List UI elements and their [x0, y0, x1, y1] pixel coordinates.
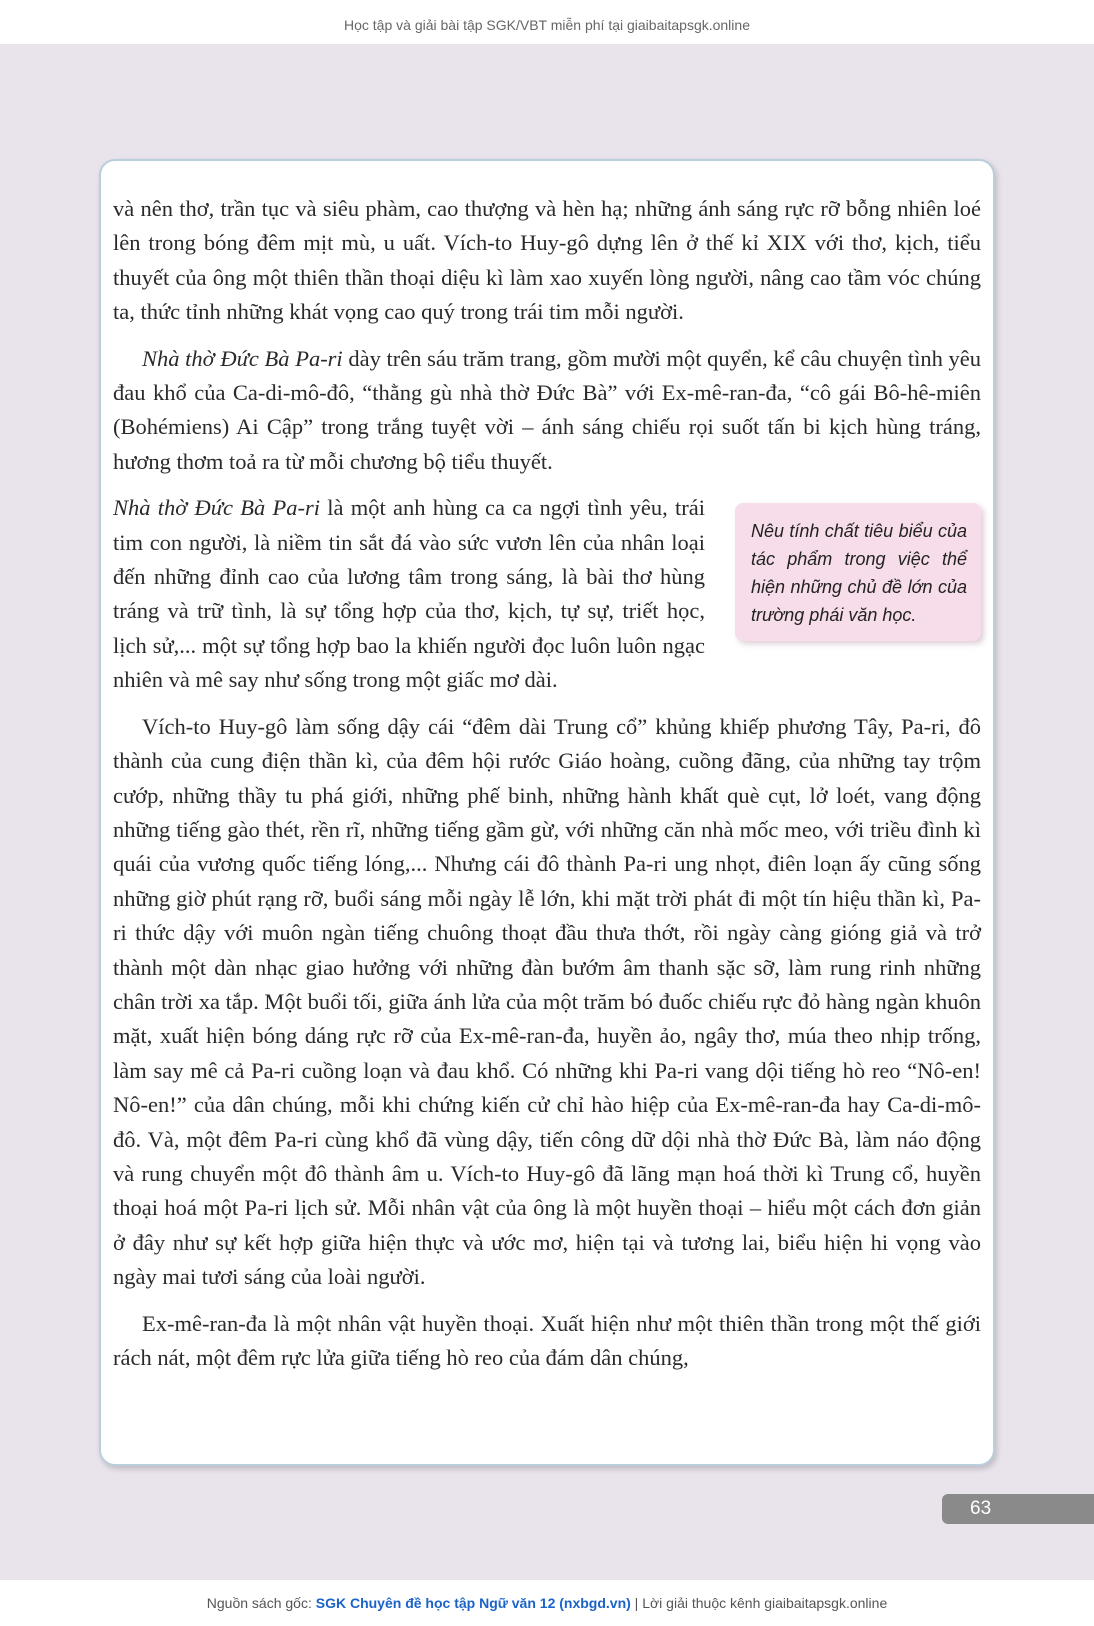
book-title-2: Nhà thờ Đức Bà Pa-ri [113, 495, 321, 521]
bottom-banner [0, 1580, 1094, 1626]
paragraph-2-part-1: dày trên sáu trăm trang, gồm mười một quyển, kể câu chuyện tình yêu đau khổ của Ca-di-mô-đô, “thằng gù nhà thờ Đức Bà” với Ex-mê-ran-đa, “cô gái Bô-hê-miên (Bohémiens) Ai Cập” trong trắng tuyệt vời – ánh sáng chiếu rọi suốt tấn bi kịch hùng tráng, hương thơm toả ra từ mỗi chương bộ tiểu thuyết. [113, 345, 982, 474]
footer-prefix: Nguồn sách gốc: [206, 1595, 316, 1611]
top-banner [0, 0, 1094, 44]
paragraph-1: và nên thơ, trần tục và siêu phàm, cao thượng và hèn hạ; những ánh sáng rực rỡ bỗng nhiên loé lên trong bóng đêm mịt mù, u uất. Vích-to Huy-gô dựng lên ở thế kỉ XIX với thơ, kịch, tiểu thuyết của ông một thiên thần thoại diệu kì làm xao xuyến lòng người, nâng cao tầm vóc chúng ta, thức tỉnh những khát vọng cao quý trong trái tim mỗi người. [113, 196, 981, 325]
paragraph-2 [113, 342, 981, 480]
top-banner-text: Học tập và giải bài tập SGK/VBT miễn phí tại giaibaitapsgk.online [344, 17, 750, 33]
source-link[interactable]: SGK Chuyên đề học tập Ngữ văn 12 (nxbgd.vn) [315, 1595, 631, 1611]
paragraph-3: Vích-to Huy-gô làm sống dậy cái “đêm dài Trung cổ” khủng khiếp phương Tây, Pa-ri, đô thành của cung điện thần kì, của đêm hội rước Giáo hoàng, cuồng đãng, của những tay trộm cướp, những thầy tu phá giới, những phế binh, những hành khất què cụt, lở loét, vang động những tiếng gào thét, rền rĩ, những tiếng gầm gừ, với những căn nhà mốc meo, với triều đình kì quái của vương quốc tiếng lóng,... Nhưng cái đô thành Pa-ri ung nhọt, điên loạn ấy cũng sống những giờ phút rạng rỡ, buổi sáng mỗi ngày lễ lớn, khi mặt trời phát đi một tín hiệu thần kì, Pa-ri thức dậy với muôn ngàn tiếng chuông thoạt đầu thưa thớt, rồi ngày càng gióng giả và trở thành một dàn nhạc giao hưởng với những đàn bướm âm thanh sặc sỡ, làm rung rinh những chân trời xa tắp. Một buổi tối, giữa ánh lửa của một trăm bó đuốc chiếu rực đỏ hàng ngàn khuôn mặt, xuất hiện bóng dáng rực rỡ của Ex-mê-ran-đa, huyền ảo, ngây thơ, múa theo nhịp trống, làm say mê cả Pa-ri cuồng loạn và đau khổ. Có những khi Pa-ri vang dội tiếng hò reo “Nô-en! Nô-en!” của dân chúng, mỗi khi chứng kiến cử chỉ hào hiệp của Ex-mê-ran-đa hay Ca-di-mô-đô. Và, một đêm Pa-ri cùng khổ đã vùng dậy, tiến công dữ dội nhà thờ Đức Bà, làm náo động và rung chuyển một đô thành âm u. Vích-to Huy-gô đã lãng mạn hoá thời kì Trung cổ, huyền thoại hoá một Pa-ri lịch sử. Mỗi nhân vật của ông là một huyền thoại – hiểu một cách đơn giản ở đây như sự kết hợp giữa hiện thực và ước mơ, hiện tại và tương lai, biểu hiện hi vọng vào ngày mai tươi sáng của loài người. [113, 713, 981, 1290]
article-body [113, 192, 981, 1387]
paragraph-2-part-2: là một anh hùng ca ca ngợi tình yêu, trái tim con người, là niềm tin sắt đá vào sức vươn lên của nhân loại đến những đỉnh cao của lương tâm trong sáng, là bài thơ hùng tráng và trữ tình, là sự tổng hợp của thơ, kịch, tự sự, triết học, lịch sử,... một sự tổng hợp bao la khiến người đọc luôn luôn ngạc nhiên và mê say như sống trong một giấc mơ dài. [113, 495, 705, 693]
side-question-text: Nêu tính chất tiêu biểu của tác phẩm trong việc thể hiện những chủ đề lớn của trường phái văn học. [751, 521, 967, 626]
side-question-note [735, 503, 981, 641]
paragraph-4: Ex-mê-ran-đa là một nhân vật huyền thoại. Xuất hiện như một thiên thần trong một thế giới rách nát, một đêm rực lửa giữa tiếng hò reo của đám dân chúng, [113, 1310, 981, 1370]
page-number: 63 [942, 1494, 1094, 1524]
book-title: Nhà thờ Đức Bà Pa-ri [142, 345, 343, 371]
footer-suffix: | Lời giải thuộc kênh giaibaitapsgk.online [630, 1595, 888, 1611]
